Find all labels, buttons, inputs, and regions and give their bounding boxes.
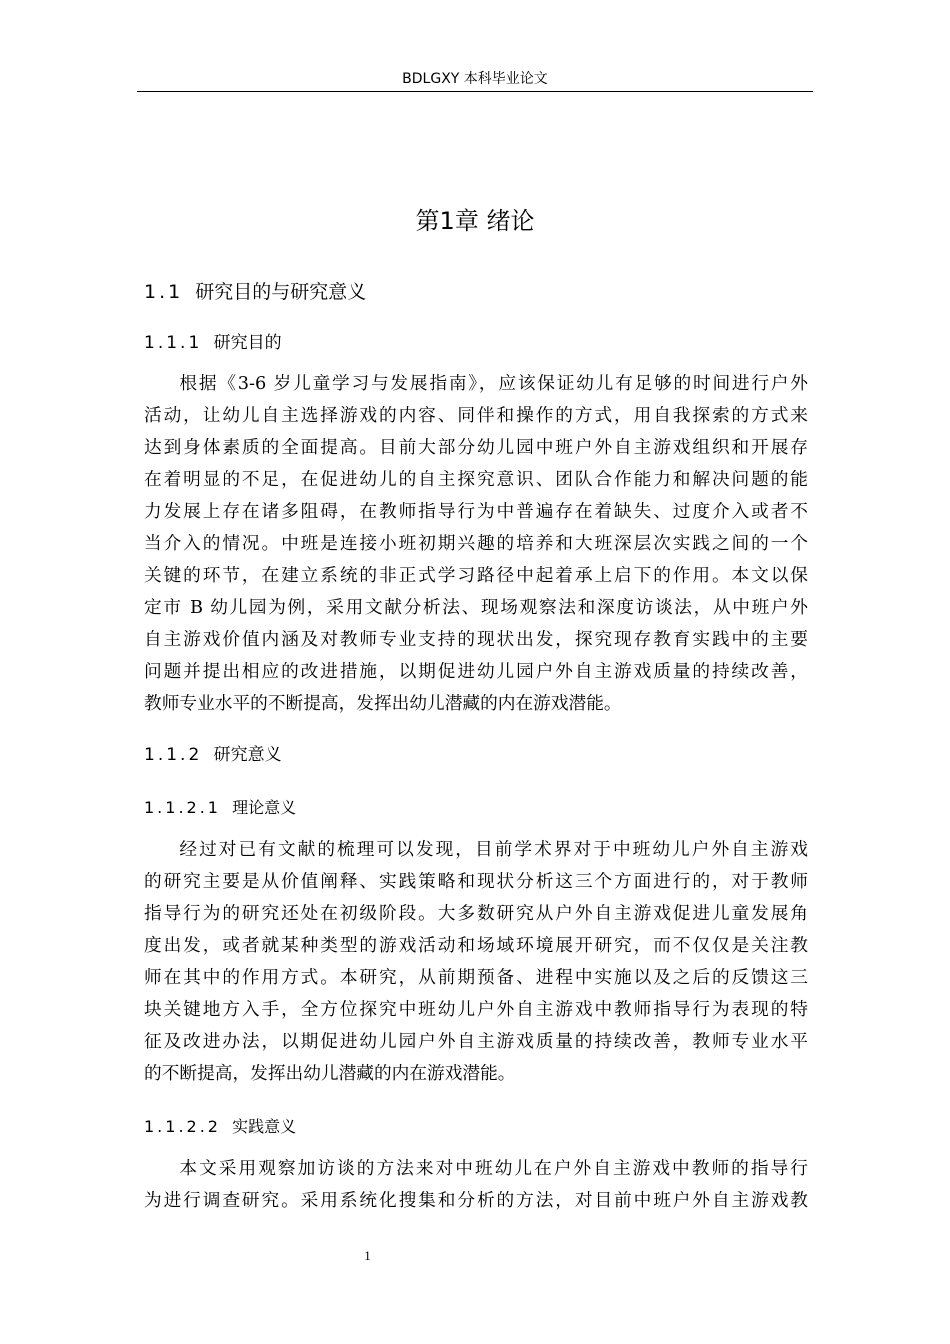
paragraph-line: 块关键地方入手，全方位探究中班幼儿户外自主游戏中教师指导行为表现的特 <box>144 1000 808 1020</box>
section-heading-1-1-1 <box>144 331 282 355</box>
section-number: 1.1.1 <box>144 333 203 353</box>
section-title: 研究目的与研究意义 <box>195 281 367 303</box>
section-heading-1-1-2-2 <box>144 1116 296 1138</box>
section-heading-1-1-2 <box>144 743 282 767</box>
section-title: 实践意义 <box>232 1117 297 1136</box>
running-header: BDLGXY 本科毕业论文 <box>402 71 548 87</box>
paragraph-practical-significance <box>144 1153 808 1217</box>
paragraph-line: 根据《3-6 岁儿童学习与发展指南》，应该保证幼儿有足够的时间进行户外 <box>179 374 808 394</box>
paragraph-line: 达到身体素质的全面提高。目前大部分幼儿园中班户外自主游戏组织和开展存 <box>144 438 808 458</box>
chapter-title: 第1章 绪论 <box>415 207 535 235</box>
section-number: 1.1.2.2 <box>144 1117 221 1136</box>
section-number: 1.1.2.1 <box>144 798 221 817</box>
paragraph-line: 定市 B 幼儿园为例，采用文献分析法、现场观察法和深度访谈法，从中班户外 <box>144 598 808 618</box>
paragraph-line: 本文采用观察加访谈的方法来对中班幼儿在户外自主游戏中教师的指导行 <box>179 1159 808 1179</box>
paragraph-research-purpose <box>144 368 808 720</box>
paragraph-line: 经过对已有文献的梳理可以发现，目前学术界对于中班幼儿户外自主游戏 <box>179 840 808 860</box>
paragraph-line: 为进行调查研究。采用系统化搜集和分析的方法，对目前中班户外自主游戏教 <box>144 1191 808 1211</box>
paragraph-line: 指导行为的研究还处在初级阶段。大多数研究从户外自主游戏促进儿童发展角 <box>144 904 808 924</box>
header-rule <box>137 91 813 92</box>
paragraph-line: 教师专业水平的不断提高，发挥出幼儿潜藏的内在游戏潜能。 <box>144 694 622 714</box>
section-heading-1-1-2-1 <box>144 797 296 819</box>
paragraph-line: 度出发，或者就某种类型的游戏活动和场域环境展开研究，而不仅仅是关注教 <box>144 936 808 956</box>
section-heading-1-1 <box>144 279 366 305</box>
paragraph-theoretical-significance <box>144 834 808 1090</box>
section-number: 1.1.2 <box>144 745 203 765</box>
page-number: 1 <box>364 1248 371 1263</box>
paragraph-line: 的不断提高，发挥出幼儿潜藏的内在游戏潜能。 <box>144 1064 516 1084</box>
section-title: 理论意义 <box>232 798 297 817</box>
paragraph-line: 问题并提出相应的改进措施，以期促进幼儿园户外自主游戏质量的持续改善， <box>144 662 808 682</box>
paragraph-line: 关键的环节，在建立系统的非正式学习路径中起着承上启下的作用。本文以保 <box>144 566 808 586</box>
paragraph-line: 师在其中的作用方式。本研究，从前期预备、进程中实施以及之后的反馈这三 <box>144 968 808 988</box>
section-number: 1.1 <box>144 281 184 303</box>
paragraph-line: 的研究主要是从价值阐释、实践策略和现状分析这三个方面进行的，对于教师 <box>144 872 808 892</box>
paragraph-line: 征及改进办法，以期促进幼儿园户外自主游戏质量的持续改善，教师专业水平 <box>144 1032 808 1052</box>
paragraph-line: 力发展上存在诸多阻碍，在教师指导行为中普遍存在着缺失、过度介入或者不 <box>144 502 808 522</box>
paragraph-line: 当介入的情况。中班是连接小班初期兴趣的培养和大班深层次实践之间的一个 <box>144 534 808 554</box>
paragraph-line: 在着明显的不足，在促进幼儿的自主探究意识、团队合作能力和解决问题的能 <box>144 470 808 490</box>
section-title: 研究目的 <box>213 333 282 353</box>
paragraph-line: 活动，让幼儿自主选择游戏的内容、同伴和操作的方式，用自我探索的方式来 <box>144 406 808 426</box>
section-title: 研究意义 <box>213 745 282 765</box>
paragraph-line: 自主游戏价值内涵及对教师专业支持的现状出发，探究现存教育实践中的主要 <box>144 630 808 650</box>
